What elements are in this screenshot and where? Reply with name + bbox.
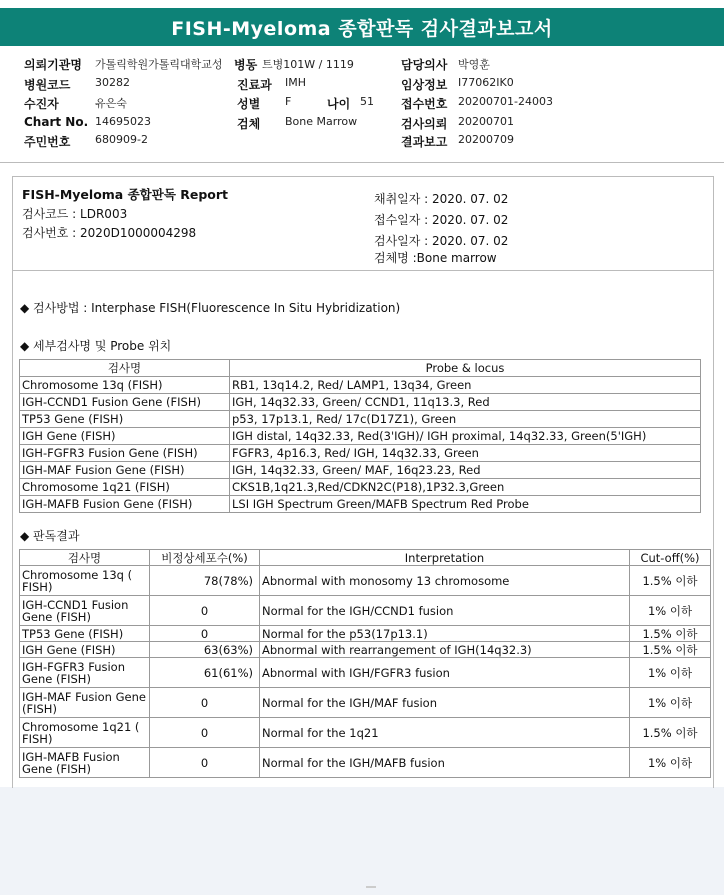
table-row xyxy=(20,566,711,596)
receive-date: 접수일자 : 2020. 07. 02 xyxy=(374,213,509,227)
probe-locus: IGH, 14q32.33, Green/ MAF, 16q23.23, Red xyxy=(230,462,701,479)
report-title: FISH-Myeloma 종합판독 검사결과보고서 xyxy=(0,8,724,46)
table-row xyxy=(20,748,711,778)
chart-no-value: 14695023 xyxy=(95,115,151,128)
resident-number-value: 680909-2 xyxy=(95,133,148,146)
report-date-label: 결과보고 xyxy=(401,135,448,149)
probe-locus: LSI IGH Spectrum Green/MAFB Spectrum Red Probe xyxy=(230,496,701,513)
result-abnormal-count: 0 xyxy=(150,748,260,778)
collect-date: 채취일자 : 2020. 07. 02 xyxy=(374,192,509,206)
department-label: 진료과 xyxy=(237,78,272,92)
table-row xyxy=(20,445,701,462)
result-test-name: Chromosome 13q ( FISH) xyxy=(20,566,150,596)
result-test-name: TP53 Gene (FISH) xyxy=(20,626,150,642)
result-abnormal-count: 63(63%) xyxy=(150,642,260,658)
result-abnormal-count: 0 xyxy=(150,626,260,642)
result-table xyxy=(19,549,711,778)
result-interpretation: Abnormal with IGH/FGFR3 fusion xyxy=(260,658,630,688)
result-abnormal-count: 0 xyxy=(150,718,260,748)
department-value: IMH xyxy=(285,76,307,89)
age-label: 나이 xyxy=(327,97,351,111)
table-row xyxy=(20,718,711,748)
result-header-cutoff: Cut-off(%) xyxy=(630,550,711,566)
header-row-4 xyxy=(0,115,724,133)
patient-header xyxy=(0,50,724,163)
table-row xyxy=(20,479,701,496)
probe-locus: FGFR3, 4p16.3, Red/ IGH, 14q32.33, Green xyxy=(230,445,701,462)
probe-table-header xyxy=(20,360,701,377)
probe-header-locus: Probe & locus xyxy=(230,360,701,377)
doctor-label: 담당의사 xyxy=(401,58,448,72)
result-test-name: Chromosome 1q21 ( FISH) xyxy=(20,718,150,748)
result-interpretation: Normal for the p53(17p13.1) xyxy=(260,626,630,642)
probe-locus: CKS1B,1q21.3,Red/CDKN2C(P18),1P32.3,Green xyxy=(230,479,701,496)
age-value: 51 xyxy=(360,95,374,108)
test-method: ◆ 검사방법 : Interphase FISH(Fluorescence In Situ Hybridization) xyxy=(20,301,401,315)
sex-value: F xyxy=(285,95,292,108)
result-header-abnormal: 비정상세포수(%) xyxy=(150,550,260,566)
probe-test-name: IGH-FGFR3 Fusion Gene (FISH) xyxy=(20,445,230,462)
table-row xyxy=(20,658,711,688)
result-abnormal-count: 0 xyxy=(150,688,260,718)
specimen-name: 검체명 :Bone marrow xyxy=(374,251,497,265)
header-row-5 xyxy=(0,133,724,151)
result-test-name: IGH-MAF Fusion Gene (FISH) xyxy=(20,688,150,718)
result-header-test: 검사명 xyxy=(20,550,150,566)
clinical-info-value: I77062IK0 xyxy=(458,76,514,89)
result-interpretation: Normal for the IGH/MAF fusion xyxy=(260,688,630,718)
institution-value: 가톨릭학원가톨릭대학교성 xyxy=(95,58,223,71)
result-cutoff: 1.5% 이하 xyxy=(630,566,711,596)
result-interpretation: Abnormal with rearrangement of IGH(14q32.3) xyxy=(260,642,630,658)
resident-number-label: 주민번호 xyxy=(24,135,71,149)
result-cutoff: 1% 이하 xyxy=(630,658,711,688)
result-interpretation: Abnormal with monosomy 13 chromosome xyxy=(260,566,630,596)
result-cutoff: 1.5% 이하 xyxy=(630,626,711,642)
table-row xyxy=(20,642,711,658)
result-interpretation: Normal for the 1q21 xyxy=(260,718,630,748)
probe-test-name: IGH Gene (FISH) xyxy=(20,428,230,445)
report-body xyxy=(12,176,714,788)
table-row xyxy=(20,688,711,718)
result-header-interpretation: Interpretation xyxy=(260,550,630,566)
request-date-label: 검사의뢰 xyxy=(401,117,448,131)
result-test-name: IGH-CCND1 Fusion Gene (FISH) xyxy=(20,596,150,626)
request-date-value: 20200701 xyxy=(458,115,514,128)
receipt-number-value: 20200701-24003 xyxy=(458,95,553,108)
result-cutoff: 1% 이하 xyxy=(630,596,711,626)
probe-test-name: TP53 Gene (FISH) xyxy=(20,411,230,428)
probe-test-name: Chromosome 13q (FISH) xyxy=(20,377,230,394)
test-number: 검사번호 : 2020D1000004298 xyxy=(22,226,197,240)
table-row xyxy=(20,394,701,411)
table-row xyxy=(20,411,701,428)
result-table-header xyxy=(20,550,711,566)
result-interpretation: Normal for the IGH/CCND1 fusion xyxy=(260,596,630,626)
result-interpretation: Normal for the IGH/MAFB fusion xyxy=(260,748,630,778)
specimen-value: Bone Marrow xyxy=(285,115,358,128)
result-abnormal-count: 61(61%) xyxy=(150,658,260,688)
result-cutoff: 1% 이하 xyxy=(630,688,711,718)
report-subtitle: FISH-Myeloma 종합판독 Report xyxy=(22,187,229,202)
result-cutoff: 1.5% 이하 xyxy=(630,642,711,658)
table-row xyxy=(20,596,711,626)
table-row xyxy=(20,428,701,445)
chart-no-label: Chart No. xyxy=(24,115,89,129)
ward-value: 트병101W / 1119 xyxy=(262,58,354,71)
table-row xyxy=(20,377,701,394)
result-abnormal-count: 0 xyxy=(150,596,260,626)
header-row-2 xyxy=(0,76,724,94)
probe-test-name: Chromosome 1q21 (FISH) xyxy=(20,479,230,496)
result-cutoff: 1% 이하 xyxy=(630,748,711,778)
hospital-code-value: 30282 xyxy=(95,76,130,89)
probe-locus: RB1, 13q14.2, Red/ LAMP1, 13q34, Green xyxy=(230,377,701,394)
scroll-indicator xyxy=(366,886,376,888)
probe-section-title: ◆ 세부검사명 및 Probe 위치 xyxy=(20,339,172,353)
table-row xyxy=(20,462,701,479)
report-date-value: 20200709 xyxy=(458,133,514,146)
probe-test-name: IGH-MAFB Fusion Gene (FISH) xyxy=(20,496,230,513)
ward-label: 병동 xyxy=(234,58,258,72)
patient-name-value: 유은숙 xyxy=(95,97,127,110)
hospital-code-label: 병원코드 xyxy=(24,78,71,92)
institution-label: 의뢰기관명 xyxy=(24,58,82,72)
clinical-info-label: 임상정보 xyxy=(401,78,448,92)
result-test-name: IGH-FGFR3 Fusion Gene (FISH) xyxy=(20,658,150,688)
probe-table xyxy=(19,359,701,513)
probe-locus: IGH distal, 14q32.33, Red(3'IGH)/ IGH proximal, 14q32.33, Green(5'IGH) xyxy=(230,428,701,445)
probe-header-test: 검사명 xyxy=(20,360,230,377)
probe-locus: p53, 17p13.1, Red/ 17c(D17Z1), Green xyxy=(230,411,701,428)
doctor-value: 박영훈 xyxy=(458,58,490,71)
receipt-number-label: 접수번호 xyxy=(401,97,448,111)
specimen-label: 검체 xyxy=(237,117,261,131)
result-abnormal-count: 78(78%) xyxy=(150,566,260,596)
table-row xyxy=(20,496,701,513)
header-row-1 xyxy=(0,56,724,74)
table-row xyxy=(20,626,711,642)
report-info xyxy=(13,177,713,271)
patient-name-label: 수진자 xyxy=(24,97,59,111)
result-test-name: IGH Gene (FISH) xyxy=(20,642,150,658)
probe-locus: IGH, 14q32.33, Green/ CCND1, 11q13.3, Red xyxy=(230,394,701,411)
test-date: 검사일자 : 2020. 07. 02 xyxy=(374,234,509,248)
result-cutoff: 1.5% 이하 xyxy=(630,718,711,748)
probe-test-name: IGH-MAF Fusion Gene (FISH) xyxy=(20,462,230,479)
test-code: 검사코드 : LDR003 xyxy=(22,207,128,221)
result-test-name: IGH-MAFB Fusion Gene (FISH) xyxy=(20,748,150,778)
sex-label: 성별 xyxy=(237,97,261,111)
result-section-title: ◆ 판독결과 xyxy=(20,529,80,543)
header-row-3 xyxy=(0,95,724,113)
probe-test-name: IGH-CCND1 Fusion Gene (FISH) xyxy=(20,394,230,411)
